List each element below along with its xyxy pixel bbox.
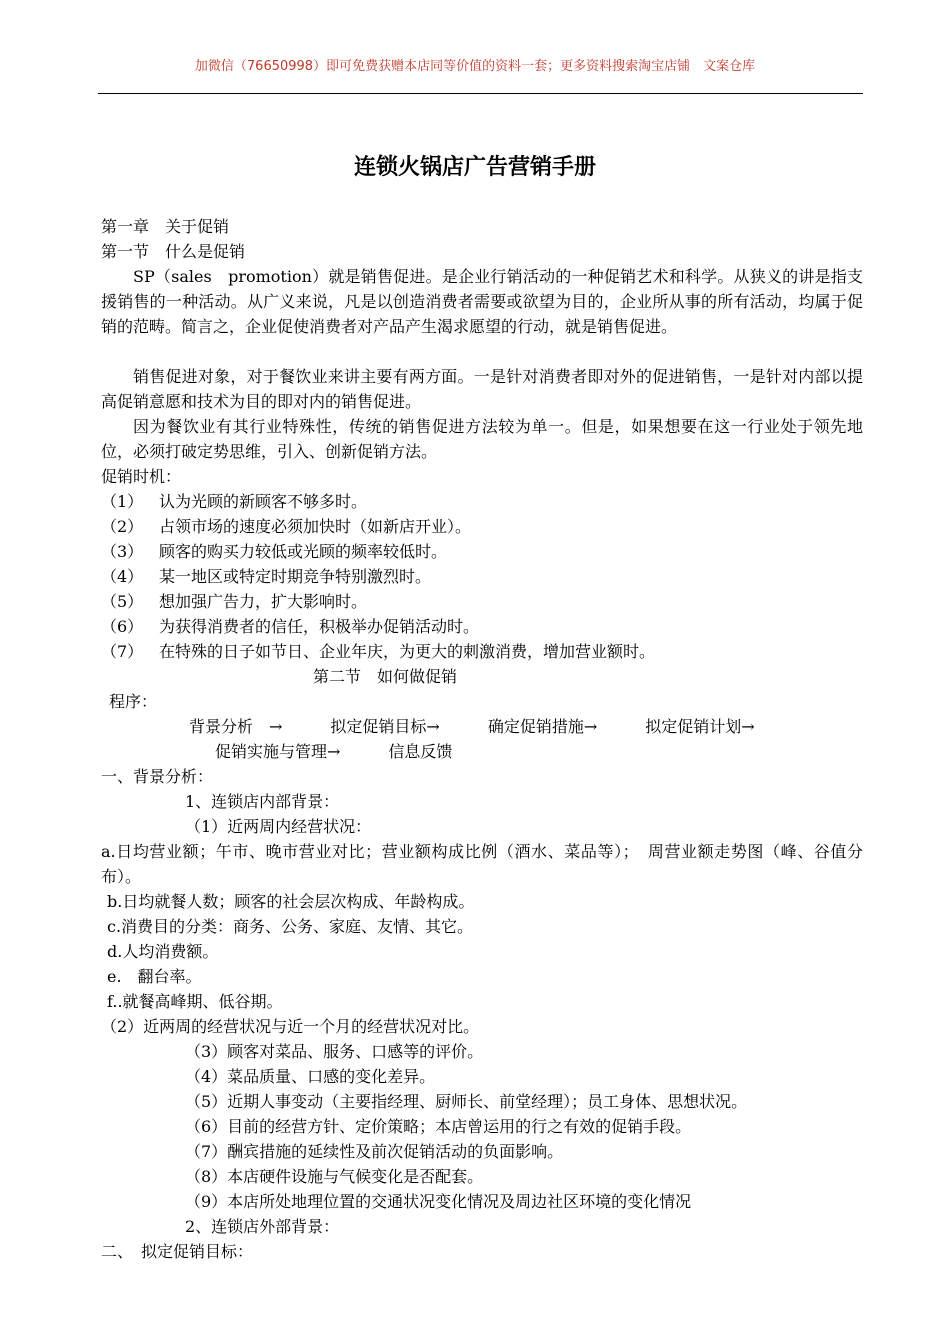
section-heading-1: 第一节 什么是促销 bbox=[101, 242, 246, 261]
list-item-text: 某一地区或特定时期竞争特别激烈时。 bbox=[159, 567, 432, 586]
sub-item-6: （6）目前的经营方针、定价策略；本店曾运用的行之有效的促销手段。 bbox=[185, 1117, 692, 1136]
list-item bbox=[101, 589, 863, 614]
part-heading-1: 一、背景分析： bbox=[101, 767, 214, 786]
sub-item-2: （2）近两周的经营状况与近一个月的经营状况对比。 bbox=[101, 1017, 480, 1036]
timing-label: 促销时机： bbox=[101, 467, 182, 486]
chapter-heading: 第一章 关于促销 bbox=[101, 217, 230, 236]
header-divider bbox=[98, 93, 863, 94]
list-item-text: 顾客的购买力较低或光顾的频率较低时。 bbox=[159, 542, 448, 561]
list-item-text: 在特殊的日子如节日、企业年庆，为更大的刺激消费，增加营业额时。 bbox=[159, 642, 656, 661]
list-item-number: （3） bbox=[101, 542, 144, 561]
procedure-label: 程序： bbox=[109, 692, 158, 711]
document-body bbox=[101, 214, 863, 1264]
header-note: 加微信（76650998）即可免费获赠本店同等价值的资料一套；更多资料搜索淘宝店铺 文案仓库 bbox=[194, 59, 756, 74]
item-f: f..就餐高峰期、低谷期。 bbox=[107, 992, 283, 1011]
item-d: d.人均消费额。 bbox=[107, 942, 219, 961]
sub-item-3: （3）顾客对菜品、服务、口感等的评价。 bbox=[185, 1042, 484, 1061]
list-item-text: 为获得消费者的信任，积极举办促销活动时。 bbox=[159, 617, 480, 636]
sub-item-5: （5）近期人事变动（主要指经理、厨师长、前堂经理）；员工身体、思想状况。 bbox=[185, 1092, 748, 1111]
list-item-text: 想加强广告力，扩大影响时。 bbox=[159, 592, 368, 611]
list-item bbox=[101, 514, 863, 539]
internal-background-heading: 1、连锁店内部背景： bbox=[185, 792, 340, 811]
section-heading-2: 第二节 如何做促销 bbox=[313, 667, 458, 686]
sub-item-8: （8）本店硬件设施与气候变化是否配套。 bbox=[185, 1167, 484, 1186]
list-item-number: （6） bbox=[101, 617, 144, 636]
sub-item-4: （4）菜品质量、口感的变化差异。 bbox=[185, 1067, 436, 1086]
sub-item-9: （9）本店所处地理位置的交通状况变化情况及周边社区环境的变化情况 bbox=[185, 1192, 692, 1211]
sub-item-7: （7）酬宾措施的延续性及前次促销活动的负面影响。 bbox=[185, 1142, 564, 1161]
item-a: a.日均营业额；午市、晚市营业对比；营业额构成比例（酒水、菜品等）； 周营业额走势图（峰、谷值分布）。 bbox=[101, 842, 863, 886]
list-item bbox=[101, 614, 863, 639]
paragraph-3: 因为餐饮业有其行业特殊性，传统的销售促进方法较为单一。但是，如果想要在这一行业处于领先地位，必须打破定势思维，引入、创新促销方法。 bbox=[101, 417, 863, 461]
list-item bbox=[101, 489, 863, 514]
page-title: 连锁火锅店广告营销手册 bbox=[353, 155, 596, 180]
list-item bbox=[101, 539, 863, 564]
list-item bbox=[101, 639, 863, 664]
part-heading-2: 二、 拟定促销目标： bbox=[101, 1242, 254, 1261]
list-item bbox=[101, 564, 863, 589]
list-item-number: （4） bbox=[101, 567, 144, 586]
list-item-number: （2） bbox=[101, 517, 144, 536]
item-c: c.消费目的分类：商务、公务、家庭、友情、其它。 bbox=[107, 917, 474, 936]
list-item-text: 认为光顾的新顾客不够多时。 bbox=[159, 492, 368, 511]
item-b: b.日均就餐人数；顾客的社会层次构成、年龄构成。 bbox=[107, 892, 475, 911]
list-item-text: 占领市场的速度必须加快时（如新店开业）。 bbox=[159, 517, 472, 536]
list-item-number: （5） bbox=[101, 592, 144, 611]
list-item-number: （7） bbox=[101, 642, 144, 661]
external-background-heading: 2、连锁店外部背景： bbox=[185, 1217, 340, 1236]
item-e: e. 翻台率。 bbox=[107, 967, 202, 986]
procedure-flow-line-2: 促销实施与管理→ 信息反馈 bbox=[215, 742, 453, 761]
list-item-number: （1） bbox=[101, 492, 144, 511]
sub-item-1: （1）近两周内经营状况： bbox=[185, 817, 372, 836]
paragraph-1: SP（sales promotion）就是销售促进。是企业行销活动的一种促销艺术和科学。从狭义的讲是指支援销售的一种活动。从广义来说，凡是以创造消费者需要或欲望为目的，企业所从事的所有活动，均属于促销的范畴。简言之，企业促使消费者对产品产生渴求愿望的行动，就是销售促进。 bbox=[101, 267, 863, 336]
paragraph-2: 销售促进对象，对于餐饮业来讲主要有两方面。一是针对消费者即对外的促进销售，一是针对内部以提高促销意愿和技术为目的即对内的销售促进。 bbox=[101, 367, 863, 411]
procedure-flow-line-1: 背景分析 → 拟定促销目标→ 确定促销措施→ 拟定促销计划→ bbox=[189, 717, 755, 736]
